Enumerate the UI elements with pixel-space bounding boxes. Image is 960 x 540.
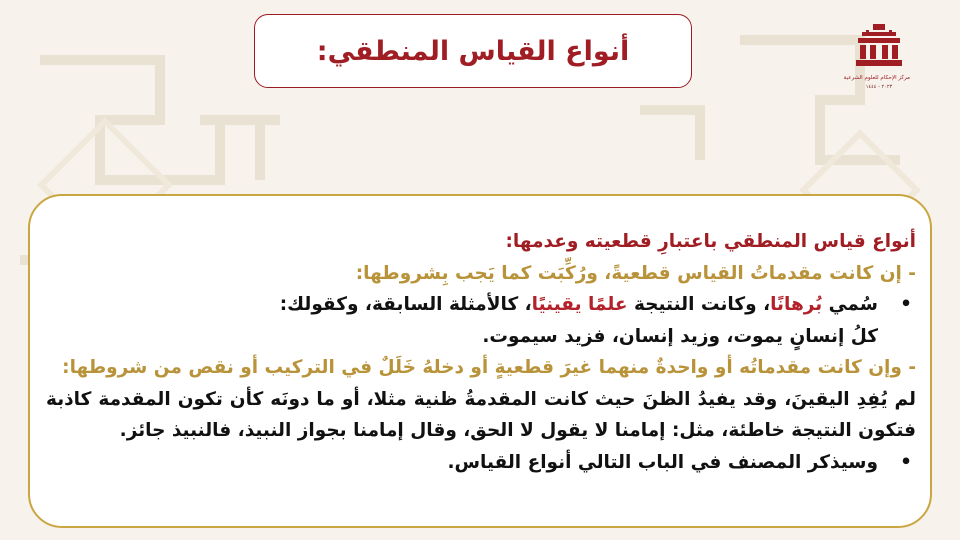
paragraph: لم يُفِدِ اليقينَ، وقد يفيدُ الظنَ حيث كانت المقدمةُ ظنية مثلا، أو ما دونَه كأن تكون المقدمة كاذبة فتكون النتيجة خاطئة، مثل: إمامنا لا يقول لا الحق، وقال إمامنا بجواز النبيذ، فالنبيذ جائز.	[46, 388, 916, 441]
bullet-1-part-3: ، كالأمثلة السابقة، وكقولك:	[279, 294, 532, 315]
logo	[843, 24, 910, 96]
title-box	[254, 14, 692, 88]
content-body	[46, 226, 916, 478]
point-1: - إن كانت مقدماتُ القياس قطعيةً، ورُكِّبَت كما يَجب بِشروطها:	[355, 262, 916, 284]
bullet-2-text: وسيذكر المصنف في الباب التالي أنواع القياس.	[447, 451, 878, 473]
bullet-item-2	[46, 447, 916, 479]
bullet-dot-icon: •	[900, 451, 912, 473]
bullet-1-highlight-1: بُرهانًا	[770, 294, 823, 315]
logo-mark-icon	[854, 24, 904, 70]
bullet-dot-icon: •	[900, 294, 912, 315]
example-line: كلُ إنسانٍ يموت، وزيد إنسان، فزيد سيموت.	[482, 325, 878, 347]
page-title: أنواع القياس المنطقي:	[316, 35, 630, 67]
bullet-1-part-2: ، وكانت النتيجة	[627, 294, 771, 315]
content-box	[28, 194, 932, 528]
bullet-1-part-1: سُمي	[822, 294, 878, 315]
bullet-item-1	[46, 289, 916, 321]
bullet-1-highlight-2: علمًا يقينيًا	[531, 294, 628, 315]
logo-date: ٢٠٢٣ - ١٤٤٤	[865, 84, 893, 90]
content-heading: أنواع قياس المنطقي باعتبارِ قطعيته وعدمها:	[505, 231, 916, 252]
logo-subtitle: مركز الإحكام للعلوم الشرعية	[843, 75, 910, 81]
point-2: - وإن كانت مقدماتُه أو واحدةٌ منهما غيرَ قطعيةٍ أو دخلهُ خَلَلٌ في التركيب أو نقص من شروطها:	[62, 357, 916, 378]
